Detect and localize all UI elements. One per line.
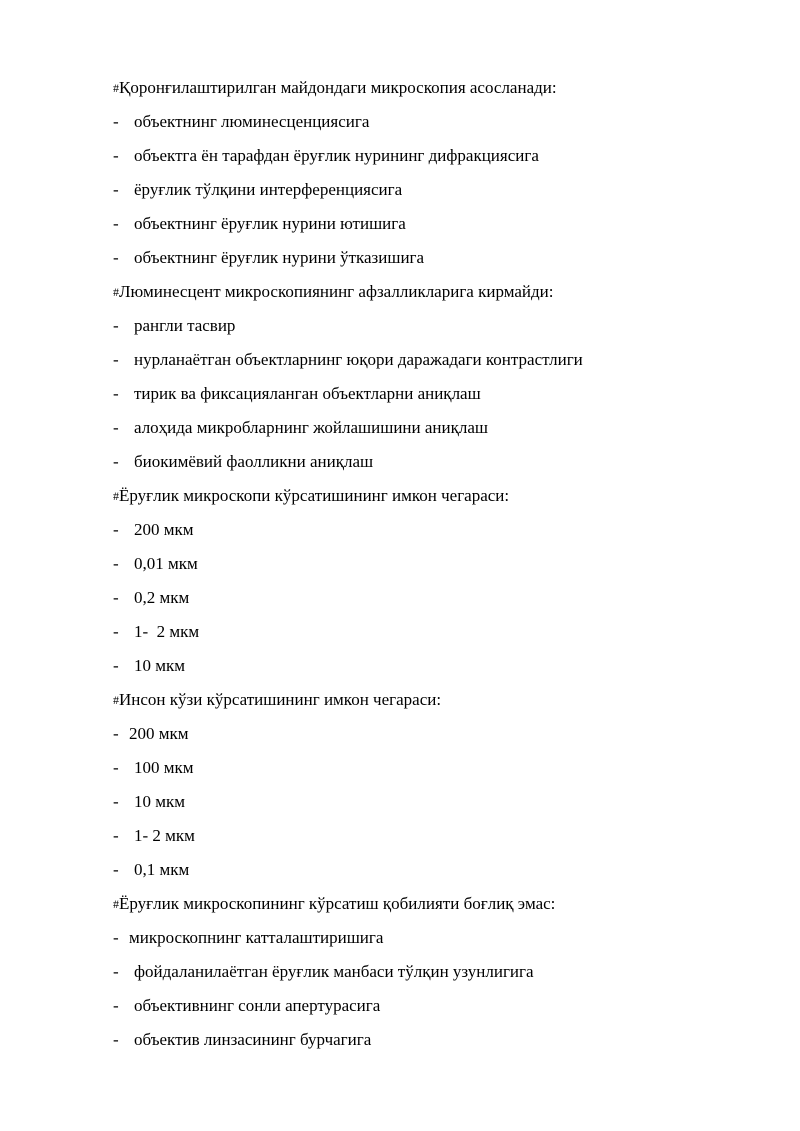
option-3-2 — [113, 553, 198, 575]
option-dash: - — [113, 316, 119, 335]
option-dash: - — [113, 112, 119, 131]
option-text: 100 мкм — [134, 758, 194, 777]
option-2-3 — [113, 383, 481, 405]
option-text: объективнинг сонли апертурасига — [134, 996, 381, 1015]
option-text: объектнинг ёруғлик нурини ўтказишига — [134, 248, 425, 267]
option-2-5 — [113, 451, 373, 473]
option-dash: - — [113, 996, 119, 1015]
question-3 — [113, 485, 509, 507]
question-4 — [113, 689, 441, 711]
option-text: объектнинг ёруғлик нурини ютишига — [134, 214, 406, 233]
option-dash: - — [113, 452, 119, 471]
option-dash: - — [113, 724, 119, 743]
option-3-1 — [113, 519, 194, 541]
option-dash: - — [113, 860, 119, 879]
question-2 — [113, 281, 553, 303]
option-4-1 — [113, 723, 189, 745]
option-dash: - — [113, 758, 119, 777]
option-text: 0,2 мкм — [134, 588, 190, 607]
option-dash: - — [113, 622, 119, 641]
option-3-4 — [113, 621, 199, 643]
option-dash: - — [113, 180, 119, 199]
option-4-2 — [113, 757, 194, 779]
option-text: 0,01 мкм — [134, 554, 198, 573]
option-5-1 — [113, 927, 383, 949]
option-text: объектга ён тарафдан ёруғлик нурининг дифракциясига — [134, 146, 539, 165]
option-dash: - — [113, 350, 119, 369]
option-4-3 — [113, 791, 185, 813]
option-5-3 — [113, 995, 380, 1017]
option-text: 1- 2 мкм — [134, 826, 195, 845]
option-text: фойдаланилаётган ёруғлик манбаси тўлқин узунлигига — [134, 962, 534, 981]
option-dash: - — [113, 656, 119, 675]
option-text: рангли тасвир — [134, 316, 236, 335]
option-3-3 — [113, 587, 189, 609]
question-marker: # — [113, 285, 119, 299]
option-text: 0,1 мкм — [134, 860, 190, 879]
option-text: микроскопнинг катталаштиришига — [129, 928, 384, 947]
option-dash: - — [113, 826, 119, 845]
option-text: ёруғлик тўлқини интерференциясига — [134, 180, 403, 199]
option-1-2 — [113, 145, 539, 167]
question-5 — [113, 893, 555, 915]
option-dash: - — [113, 588, 119, 607]
option-text: 1- 2 мкм — [134, 622, 200, 641]
option-5-4 — [113, 1029, 371, 1051]
question-marker: # — [113, 693, 119, 707]
option-dash: - — [113, 214, 119, 233]
option-4-5 — [113, 859, 189, 881]
question-text: Ёруғлик микроскопи кўрсатишининг имкон чегараси: — [119, 486, 510, 505]
option-text: объектив линзасининг бурчагига — [134, 1030, 372, 1049]
option-2-1 — [113, 315, 235, 337]
option-1-3 — [113, 179, 402, 201]
option-2-4 — [113, 417, 488, 439]
option-text: нурланаётган объектларнинг юқори даражадаги контрастлиги — [134, 350, 583, 369]
option-dash: - — [113, 520, 119, 539]
question-marker: # — [113, 81, 119, 95]
option-text: алоҳида микробларнинг жойлашишини аниқлаш — [134, 418, 488, 437]
option-dash: - — [113, 146, 119, 165]
question-marker: # — [113, 489, 119, 503]
option-dash: - — [113, 792, 119, 811]
option-text: биокимёвий фаолликни аниқлаш — [134, 452, 374, 471]
question-text: Инсон кўзи кўрсатишининг имкон чегараси: — [119, 690, 442, 709]
option-1-4 — [113, 213, 406, 235]
question-text: Ёруғлик микроскопининг кўрсатиш қобилияти боғлиқ эмас: — [119, 894, 556, 913]
option-1-5 — [113, 247, 424, 269]
question-marker: # — [113, 897, 119, 911]
option-5-2 — [113, 961, 534, 983]
question-text: Қоронғилаштирилган майдондаги микроскопия асосланади: — [119, 78, 557, 97]
option-text: объектнинг люминесценциясига — [134, 112, 370, 131]
option-text: 10 мкм — [134, 792, 186, 811]
option-dash: - — [113, 554, 119, 573]
option-dash: - — [113, 384, 119, 403]
option-1-1 — [113, 111, 369, 133]
option-2-2 — [113, 349, 583, 371]
option-dash: - — [113, 962, 119, 981]
option-dash: - — [113, 1030, 119, 1049]
option-text: тирик ва фиксацияланган объектларни аниқлаш — [134, 384, 481, 403]
option-text: 200 мкм — [134, 520, 194, 539]
option-4-4 — [113, 825, 195, 847]
option-dash: - — [113, 928, 119, 947]
question-text: Люминесцент микроскопиянинг афзалликларига кирмайди: — [119, 282, 554, 301]
option-text: 10 мкм — [134, 656, 186, 675]
option-text: 200 мкм — [129, 724, 189, 743]
option-3-5 — [113, 655, 185, 677]
question-1 — [113, 77, 557, 99]
option-dash: - — [113, 418, 119, 437]
option-dash: - — [113, 248, 119, 267]
